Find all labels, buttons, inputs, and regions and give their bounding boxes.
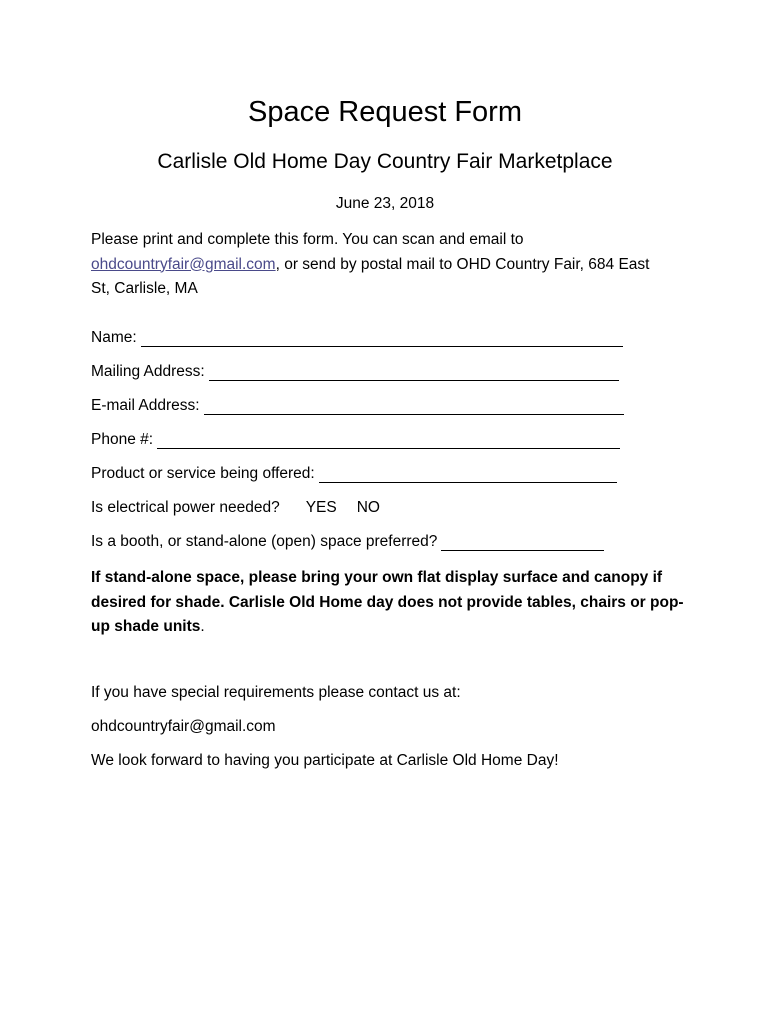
electrical-yes-option[interactable]: YES bbox=[305, 499, 337, 516]
phone-blank[interactable] bbox=[157, 433, 620, 449]
phone-field bbox=[91, 431, 620, 449]
intro-line-2-text: , or send by postal mail to OHD Country Fair, 684 East bbox=[275, 255, 650, 273]
email-address-blank[interactable] bbox=[204, 399, 624, 415]
event-date: June 23, 2018 bbox=[335, 195, 435, 212]
contact-text: If you have special requirements please contact us at: bbox=[91, 684, 461, 701]
note-line-3-text: up shade units bbox=[91, 618, 201, 635]
email-link[interactable]: ohdcountryfair@gmail.com bbox=[91, 255, 276, 273]
intro-paragraph bbox=[91, 228, 691, 302]
phone-label: Phone #: bbox=[91, 431, 154, 448]
mailing-address-label: Mailing Address: bbox=[91, 363, 205, 380]
note-line-3 bbox=[91, 615, 684, 640]
name-blank[interactable] bbox=[141, 331, 623, 347]
electrical-label: Is electrical power needed? bbox=[91, 499, 280, 516]
electrical-field bbox=[91, 499, 380, 517]
name-label: Name: bbox=[91, 329, 137, 346]
intro-line-1: Please print and complete this form. You can scan and email to bbox=[91, 231, 524, 248]
booth-field bbox=[91, 533, 604, 551]
product-field bbox=[91, 465, 617, 483]
email-address-field bbox=[91, 397, 624, 415]
email-address-label: E-mail Address: bbox=[91, 397, 200, 414]
name-field bbox=[91, 329, 623, 347]
mailing-address-blank[interactable] bbox=[209, 365, 619, 381]
page-title: Space Request Form bbox=[247, 96, 522, 128]
note-line-1: If stand-alone space, please bring your own flat display surface and canopy if bbox=[91, 569, 663, 586]
product-blank[interactable] bbox=[319, 467, 617, 483]
page-subtitle: Carlisle Old Home Day Country Fair Marketplace bbox=[157, 150, 613, 173]
mailing-address-field bbox=[91, 363, 619, 381]
contact-email: ohdcountryfair@gmail.com bbox=[91, 718, 276, 735]
intro-line-2 bbox=[91, 253, 691, 278]
booth-blank[interactable] bbox=[441, 535, 604, 551]
intro-line-3: St, Carlisle, MA bbox=[91, 280, 198, 297]
standalone-note bbox=[91, 566, 684, 640]
product-label: Product or service being offered: bbox=[91, 465, 315, 482]
note-period: . bbox=[200, 618, 205, 635]
electrical-no-option[interactable]: NO bbox=[356, 499, 380, 516]
closing-text: We look forward to having you participate at Carlisle Old Home Day! bbox=[91, 752, 559, 769]
note-line-2: desired for shade. Carlisle Old Home day does not provide tables, chairs or pop- bbox=[91, 593, 684, 611]
booth-label: Is a booth, or stand-alone (open) space preferred? bbox=[91, 533, 438, 550]
